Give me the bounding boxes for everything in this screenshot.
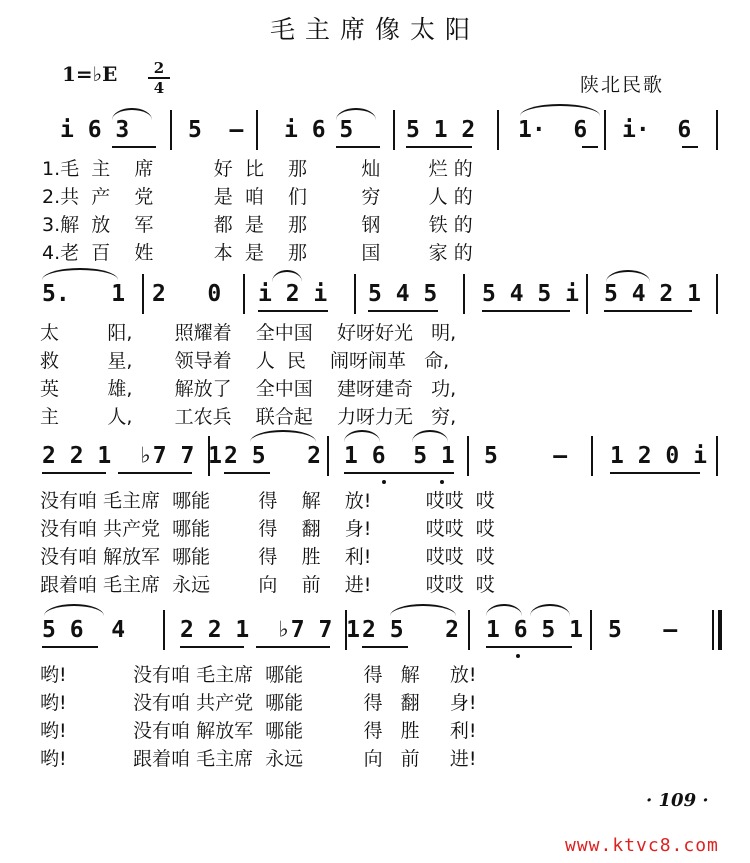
measure: 1 2 0 i bbox=[610, 443, 707, 469]
beam bbox=[362, 646, 408, 648]
barline bbox=[586, 274, 588, 314]
measure: 2 0 bbox=[152, 281, 222, 307]
lyric-line: 英 雄, 解放了 全中国 建呀建奇 功, bbox=[40, 378, 457, 400]
beam bbox=[682, 146, 698, 148]
measure: 5 – bbox=[608, 617, 678, 643]
slur bbox=[44, 604, 104, 616]
lyric-line: 没有咱 共产党 哪能 得 翻 身! 哎哎 哎 bbox=[40, 518, 495, 540]
measure: 5 4 2 1 bbox=[604, 281, 701, 307]
beam bbox=[582, 146, 598, 148]
watermark: www.ktvc8.com bbox=[565, 835, 719, 856]
slur bbox=[486, 604, 522, 616]
lyric-line: 主 人, 工农兵 联合起 力呀力无 穷, bbox=[40, 406, 457, 428]
lower-dot bbox=[516, 654, 520, 658]
beam bbox=[368, 310, 438, 312]
slur bbox=[606, 270, 650, 282]
lyric-line: 没有咱 毛主席 哪能 得 解 放! 哎哎 哎 bbox=[40, 490, 495, 512]
page-number: · 109 · bbox=[646, 790, 709, 811]
beam bbox=[258, 310, 328, 312]
lyric-line: 3.解 放 军 都 是 那 钢 铁 的 bbox=[42, 214, 473, 236]
meter-top: 2 bbox=[153, 59, 165, 77]
measure: 5 – bbox=[484, 443, 568, 469]
slur bbox=[42, 268, 118, 280]
beam bbox=[604, 310, 692, 312]
measure: 2 2 1 ♭7 7 1 bbox=[180, 617, 361, 643]
measure: 2 5 2 bbox=[362, 617, 459, 643]
barline bbox=[716, 436, 718, 476]
measure: 5 6 4 bbox=[42, 617, 126, 643]
barline bbox=[354, 274, 356, 314]
lyric-line: 4.老 百 姓 本 是 那 国 家 的 bbox=[42, 242, 473, 264]
beam bbox=[256, 646, 330, 648]
song-title: 毛主席像太阳 bbox=[269, 15, 480, 44]
measure: 5 1 2 bbox=[406, 117, 476, 143]
beam bbox=[180, 646, 244, 648]
measure: 5 – bbox=[188, 117, 244, 143]
barline bbox=[716, 274, 718, 314]
barline bbox=[163, 610, 165, 650]
measure: i· 6 bbox=[622, 117, 692, 143]
barline bbox=[327, 436, 329, 476]
beam bbox=[42, 646, 98, 648]
measure: 2 5 2 bbox=[224, 443, 321, 469]
barline bbox=[716, 110, 718, 150]
barline bbox=[712, 610, 714, 650]
barline bbox=[590, 610, 592, 650]
lyric-line: 没有咱 解放军 哪能 得 胜 利! 哎哎 哎 bbox=[40, 546, 495, 568]
slur bbox=[412, 430, 448, 442]
measure: i 2 i bbox=[258, 281, 328, 307]
measure: 1 6 5 1 bbox=[486, 617, 583, 643]
slur bbox=[272, 270, 302, 282]
slur bbox=[390, 604, 456, 616]
final-barline bbox=[718, 610, 722, 650]
beam bbox=[42, 472, 106, 474]
lyric-line: 太 阳, 照耀着 全中国 好呀好光 明, bbox=[40, 322, 457, 344]
beam bbox=[482, 310, 570, 312]
slur bbox=[344, 430, 380, 442]
slur bbox=[336, 108, 376, 120]
measure: 1 6 5 1 bbox=[344, 443, 455, 469]
slur bbox=[520, 104, 600, 116]
lyric-line: 2.共 产 党 是 咱 们 穷 人 的 bbox=[42, 186, 473, 208]
beam bbox=[112, 146, 156, 148]
lower-dot bbox=[382, 480, 386, 484]
song-source: 陕北民歌 bbox=[580, 74, 665, 96]
lyric-line: 哟! 没有咱 共产党 哪能 得 翻 身! bbox=[40, 692, 477, 714]
lyric-line: 哟! 没有咱 毛主席 哪能 得 解 放! bbox=[40, 664, 477, 686]
slur bbox=[530, 604, 570, 616]
barline bbox=[142, 274, 144, 314]
barline bbox=[468, 610, 470, 650]
measure: 5 4 5 bbox=[368, 281, 438, 307]
slur bbox=[250, 430, 316, 442]
barline bbox=[591, 436, 593, 476]
measure: 5 4 5 i bbox=[482, 281, 579, 307]
time-signature bbox=[148, 60, 170, 96]
barline bbox=[497, 110, 499, 150]
barline bbox=[393, 110, 395, 150]
meter-bottom: 4 bbox=[153, 79, 165, 97]
barline bbox=[256, 110, 258, 150]
barline bbox=[463, 274, 465, 314]
lyric-line: 救 星, 领导着 人 民 闹呀闹革 命, bbox=[40, 350, 450, 372]
lower-dot bbox=[440, 480, 444, 484]
key-signature: 1=♭E bbox=[62, 62, 118, 86]
beam bbox=[406, 146, 472, 148]
beam bbox=[336, 146, 380, 148]
measure: 2 2 1 ♭7 7 1 bbox=[42, 443, 223, 469]
barline bbox=[170, 110, 172, 150]
barline bbox=[243, 274, 245, 314]
measure: 1· 6 bbox=[518, 117, 588, 143]
lyric-line: 哟! 没有咱 解放军 哪能 得 胜 利! bbox=[40, 720, 477, 742]
lyric-line: 哟! 跟着咱 毛主席 永远 向 前 进! bbox=[40, 748, 477, 770]
measure: i 6 5 bbox=[284, 117, 354, 143]
barline bbox=[467, 436, 469, 476]
slur bbox=[112, 108, 152, 120]
lyric-line: 跟着咱 毛主席 永远 向 前 进! 哎哎 哎 bbox=[40, 574, 495, 596]
beam bbox=[118, 472, 192, 474]
beam bbox=[224, 472, 270, 474]
lyric-line: 1.毛 主 席 好 比 那 灿 烂 的 bbox=[42, 158, 473, 180]
measure: i 6 3 bbox=[60, 117, 130, 143]
beam bbox=[486, 646, 572, 648]
beam bbox=[610, 472, 700, 474]
beam bbox=[344, 472, 454, 474]
barline bbox=[604, 110, 606, 150]
measure: 5. 1 bbox=[42, 281, 126, 307]
